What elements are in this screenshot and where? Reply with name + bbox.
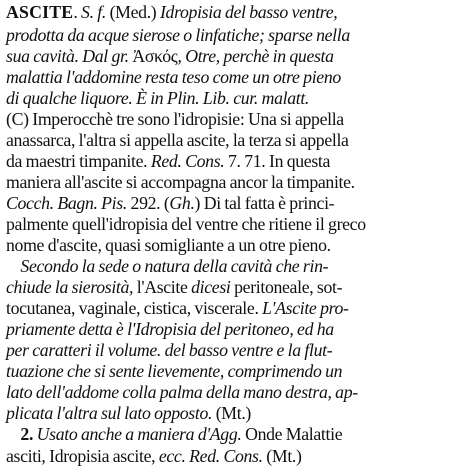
text-run: prodotta da acque sierose o linfatiche; sparse nella	[6, 25, 350, 45]
text-run: lato dell'addome colla palma della mano destra, ap-	[6, 382, 358, 402]
text-run: ecc. Red. Cons.	[158, 446, 263, 466]
text-run: Idropisia del basso ventre,	[159, 2, 338, 22]
text-run: palmente quell'idropisia del ventre che ritiene il greco	[6, 214, 366, 234]
text-run: ) Di tal fatta è princi-	[194, 193, 335, 213]
text-run: Secondo la sede o natura della cavità che rin-	[6, 256, 329, 276]
text-run: plicata l'altra sul lato opposto.	[6, 403, 213, 423]
text-run: anassarca, l'altra si appella ascite, la terza si appella	[6, 130, 349, 150]
text-run: Usato anche a maniera d'Agg.	[36, 424, 242, 444]
text-line	[6, 422, 461, 446]
text-run: (Mt.)	[262, 446, 302, 466]
text-run: (Med.)	[105, 2, 160, 22]
text-run: ASCITE	[6, 2, 74, 22]
text-run: peritoneale, sot-	[230, 277, 343, 297]
text-run: Onde Malattie	[241, 424, 343, 444]
text-run: Red. Cons.	[150, 151, 225, 171]
text-run: (Mt.)	[212, 403, 252, 423]
text-run: dicesi	[191, 277, 231, 297]
text-run: priamente detta è l'Idropisia del peritoneo, ed ha	[6, 319, 334, 339]
text-run: , Otre, perchè in questa	[177, 46, 334, 66]
text-run: da maestri timpanite.	[6, 151, 151, 171]
text-run: tocutanea, vaginale, cistica, viscerale.	[6, 298, 263, 318]
text-run: 2.	[6, 424, 37, 444]
text-run: tuazione che si sente lievemente, comprimendo un	[6, 361, 343, 381]
text-run: sua cavità. Dal gr.	[6, 46, 133, 66]
text-run: Ἀσκός	[132, 46, 178, 66]
text-run: chiude la sierosità,	[6, 277, 137, 297]
text-run: 7. 71. In questa	[224, 151, 331, 171]
text-run: malattia l'addomine resta teso come un otre pieno	[6, 67, 341, 87]
text-run: S. f.	[81, 2, 106, 22]
text-run: nome d'ascite, quasi somigliante a un otre pieno.	[6, 235, 331, 255]
text-run: maniera all'ascite si accompagna ancor la timpanite.	[6, 172, 355, 192]
text-line	[6, 444, 461, 468]
text-run: Gh.	[169, 193, 195, 213]
text-run: L'Ascite pro-	[262, 298, 349, 318]
text-run: l'Ascite	[136, 277, 192, 297]
text-run: (C) Imperocchè tre sono l'idropisie: Una si appella	[6, 109, 344, 129]
text-line	[6, 0, 461, 24]
text-run: per caratteri il volume. del basso ventre e la flut-	[6, 340, 333, 360]
text-run: asciti, Idropisia ascite,	[6, 446, 159, 466]
text-run: di qualche liquore. È in Plin. Lib. cur. malatt.	[6, 88, 310, 108]
text-run: Cocch. Bagn. Pis.	[6, 193, 127, 213]
text-run: 292. (	[126, 193, 170, 213]
text-run: .	[73, 2, 82, 22]
